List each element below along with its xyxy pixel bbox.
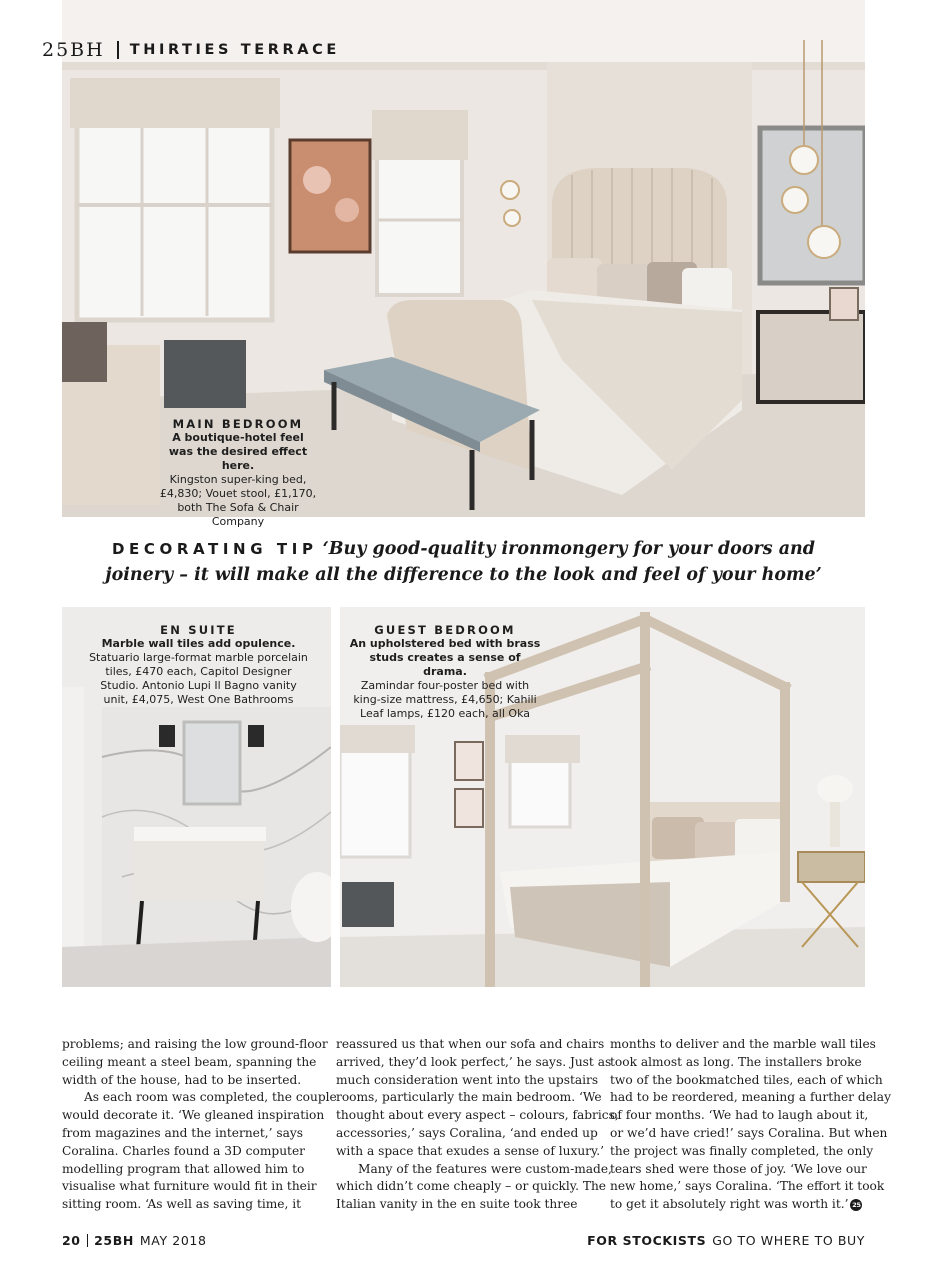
caption-credit-line: Studio. Antonio Lupi Il Bagno vanity (100, 679, 297, 692)
footer-divider (87, 1234, 89, 1247)
stockists-label: FOR STOCKISTS (587, 1232, 707, 1248)
running-head-section: THIRTIES TERRACE (129, 42, 340, 58)
body-text-line-text: to get it absolutely right was worth it.’ (610, 1197, 849, 1212)
body-text-line: thought about every aspect – colours, fabrics, (336, 1108, 619, 1123)
decorating-tip-label: DECORATING TIP (111, 540, 318, 558)
body-text-line: had to be reordered, meaning a further delay (610, 1090, 891, 1105)
body-text-line: sitting room. ‘As well as saving time, it (62, 1197, 302, 1212)
body-text-line: of four months. ‘We had to laugh about it, (610, 1108, 869, 1123)
page-number: 20 (62, 1232, 81, 1248)
caption-credit-line: £4,830; Vouet stool, £1,170, (159, 487, 317, 500)
caption-credit-line: Statuario large-format marble porcelain (89, 651, 308, 664)
caption-credit-line: both The Sofa & Chair Company (177, 501, 299, 528)
main-bedroom-caption (158, 417, 318, 529)
footer-stockists (587, 1231, 865, 1249)
caption-credit-line: tiles, £470 each, Capitol Designer (105, 665, 292, 678)
body-text-line: which didn’t come cheaply – or quickly. The (336, 1179, 607, 1194)
body-text-line: rooms, particularly the main bedroom. ‘We (336, 1090, 602, 1105)
body-text-line: would decorate it. ‘We gleaned inspiration (62, 1108, 325, 1123)
body-text-line: reassured us that when our sofa and chairs (336, 1037, 605, 1051)
footer-issue: MAY 2018 (139, 1232, 207, 1248)
body-text-line: or we’d have cried!’ says Coralina. But when (610, 1125, 888, 1140)
body-text-line: from magazines and the internet,’ says (62, 1125, 304, 1140)
running-head-divider (117, 41, 119, 59)
body-text-line: Italian vanity in the en suite took three (336, 1197, 578, 1212)
caption-lede-line: studs creates a sense of drama. (369, 651, 521, 678)
caption-credit-line: unit, £4,075, West One Bathrooms (103, 693, 294, 706)
body-text-line: arrived, they’d look perfect,’ he says. Just as (336, 1054, 612, 1069)
body-text-line: tears shed were those of joy. ‘We love our (610, 1161, 867, 1176)
body-text-line: the project was finally completed, the only (610, 1143, 874, 1158)
decorating-tip-quote-line: joinery – it will make all the difference to the look and feel of your home’ (105, 565, 822, 585)
body-text-line: new home,’ says Coralina. ‘The effort it took (610, 1179, 885, 1194)
body-text-line: Many of the features were custom-made, (358, 1161, 612, 1176)
body-text-line: visualise what furniture would fit in their (62, 1179, 317, 1194)
body-text-line: problems; and raising the low ground-floor (62, 1037, 328, 1051)
guest-bedroom-caption (348, 623, 542, 721)
running-head (42, 38, 340, 62)
body-text-line: months to deliver and the marble wall tiles (610, 1037, 876, 1051)
body-text-line: As each room was completed, the couple (84, 1090, 337, 1105)
caption-credit-line: Kingston super-king bed, (169, 473, 307, 486)
body-text-line: width of the house, had to be inserted. (62, 1072, 302, 1087)
end-of-article-mark: 25 (852, 1201, 861, 1210)
body-column-1 (62, 1036, 337, 1214)
body-text-line-last (610, 1196, 866, 1214)
decorating-tip (62, 536, 865, 588)
caption-credit-line: Leaf lamps, £120 each, all Oka (360, 707, 530, 720)
caption-credit-line: Zamindar four-poster bed with (360, 679, 530, 692)
body-text-line: took almost as long. The installers broke (610, 1054, 862, 1069)
body-column-3 (610, 1036, 891, 1214)
decorating-tip-quote-line: ‘Buy good-quality ironmongery for your doors and (322, 539, 815, 559)
caption-credit-line: king-size mattress, £4,650; Kahili (353, 693, 537, 706)
caption-lede-line: A boutique-hotel feel (172, 431, 304, 444)
body-text-line: modelling program that allowed him to (62, 1161, 305, 1176)
caption-lede-line: An upholstered bed with brass (349, 637, 541, 650)
body-text-line: accessories,’ says Coralina, ‘and ended up (336, 1125, 598, 1140)
caption-lede-line: was the desired effect here. (168, 445, 308, 472)
caption-title: GUEST BEDROOM (374, 623, 516, 637)
caption-title: EN SUITE (160, 623, 237, 637)
footer-folio (62, 1231, 207, 1249)
body-text-line: with a space that exudes a sense of luxury.’ (336, 1143, 605, 1158)
body-text-line: Coralina. Charles found a 3D computer (62, 1143, 305, 1158)
running-head-brand: 25BH (42, 39, 105, 61)
footer-magazine: 25BH (94, 1232, 134, 1248)
body-text-line: much consideration went into the upstairs (336, 1072, 599, 1087)
caption-title: MAIN BEDROOM (172, 417, 304, 431)
caption-lede-line: Marble wall tiles add opulence. (101, 637, 296, 650)
body-text-line: two of the bookmatched tiles, each of which (610, 1072, 883, 1087)
body-text-line: ceiling meant a steel beam, spanning the (62, 1054, 317, 1069)
en-suite-caption (86, 623, 311, 707)
body-column-2 (336, 1036, 619, 1214)
stockists-text: GO TO WHERE TO BUY (712, 1232, 865, 1248)
